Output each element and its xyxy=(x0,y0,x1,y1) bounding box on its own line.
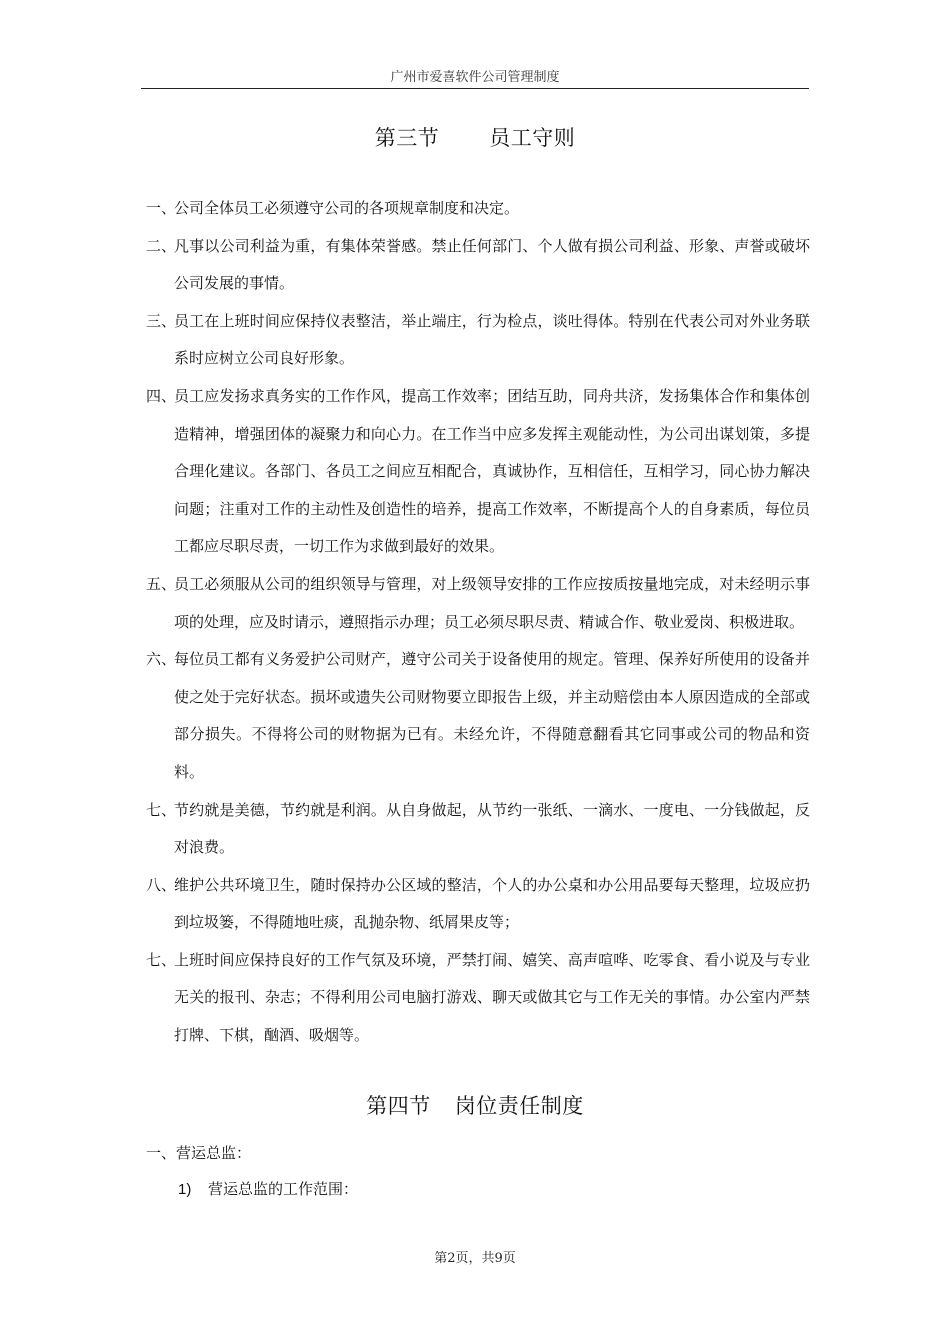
rule-number: 四、 xyxy=(146,386,177,405)
rule-text: 每位员工都有义务爱护公司财产，遵守公司关于设备使用的规定。管理、保养好所使用的设备并使之处于完好状态。损坏或遗失公司财物要立即报告上级，并主动赔偿由本人原因造成的全部或部分损失。不得将公司的财物据为已有。未经允许，不得随意翻看其它同事或公司的物品和资料。 xyxy=(174,650,810,781)
rule-text: 员工必须服从公司的组织领导与管理，对上级领导安排的工作应按质按量地完成，对未经明示事项的处理，应及时请示，遵照指示办理；员工必须尽职尽责、精诚合作、敬业爱岗、积极进取。 xyxy=(174,574,810,631)
section-label: 第四节 xyxy=(366,1094,431,1118)
item-marker: 1) xyxy=(178,1181,192,1198)
subsection-text: 营运总监： xyxy=(176,1144,252,1162)
page-header xyxy=(141,68,809,89)
rule-number: 六、 xyxy=(146,650,177,669)
rule-number: 五、 xyxy=(146,574,177,593)
rule-text: 员工应发扬求真务实的工作作风，提高工作效率；团结互助，同舟共济，发扬集体合作和集体创造精神，增强团体的凝聚力和向心力。在工作当中应多发挥主观能动性，为公司出谋划策，多提合理化建议。各部门、各员工之间应互相配合，真诚协作，互相信任，互相学习，同心协力解决问题；注重对工作的主动性及创造性的培养，提高工作效率，不断提高个人的自身素质，每位员工都应尽职尽责，一切工作为求做到最好的效果。 xyxy=(174,386,810,556)
section-name: 员工守则 xyxy=(489,126,576,150)
section-title-3 xyxy=(0,122,950,152)
rule-number: 七、 xyxy=(146,800,177,819)
page-number: 第2页，共9页 xyxy=(434,1251,516,1266)
rule-item xyxy=(146,867,810,942)
rule-item xyxy=(146,792,810,867)
rule-number: 二、 xyxy=(146,236,177,255)
rule-text: 员工在上班时间应保持仪表整洁，举止端庄，行为检点，谈吐得体。特别在代表公司对外业务联系时应树立公司良好形象。 xyxy=(174,311,810,368)
rule-item xyxy=(146,378,810,566)
rule-item xyxy=(146,190,810,228)
rule-item xyxy=(146,641,810,791)
rule-number: 七、 xyxy=(146,950,177,969)
rule-item xyxy=(146,942,810,1055)
rule-text: 上班时间应保持良好的工作气氛及环境，严禁打闹、嬉笑、高声喧哗、吃零食、看小说及与专业无关的报刊、杂志；不得利用公司电脑打游戏、聊天或做其它与工作无关的事情。办公室内严禁打牌、下棋，酗酒、吸烟等。 xyxy=(174,950,810,1045)
section-label: 第三节 xyxy=(374,126,440,150)
page-footer xyxy=(0,1247,950,1266)
rule-text: 公司全体员工必须遵守公司的各项规章制度和决定。 xyxy=(174,199,520,217)
section-title-4 xyxy=(0,1090,950,1120)
subsection-number: 一、 xyxy=(146,1144,177,1162)
rule-item xyxy=(146,228,810,303)
rule-number: 三、 xyxy=(146,311,177,330)
rule-number: 一、 xyxy=(146,199,177,217)
section-name: 岗位责任制度 xyxy=(454,1094,584,1118)
rule-text: 节约就是美德，节约就是利润。从自身做起，从节约一张纸、一滴水、一度电、一分钱做起，反对浪费。 xyxy=(174,800,810,857)
item-text: 营运总监的工作范围： xyxy=(208,1180,359,1198)
header-title: 广州市爱喜软件公司管理制度 xyxy=(390,70,560,85)
rule-number: 八、 xyxy=(146,875,177,894)
rules-list xyxy=(146,190,810,1055)
rule-item xyxy=(146,303,810,378)
rule-text: 维护公共环境卫生，随时保持办公区域的整洁，个人的办公桌和办公用品要每天整理，垃圾应扔到垃圾篓，不得随地吐痰，乱抛杂物、纸屑果皮等； xyxy=(174,875,810,932)
rule-item xyxy=(146,566,810,641)
subsection-heading xyxy=(146,1135,251,1173)
rule-text: 凡事以公司利益为重，有集体荣誉感。禁止任何部门、个人做有损公司利益、形象、声誉或破坏公司发展的事情。 xyxy=(174,236,810,293)
numbered-item xyxy=(178,1171,358,1209)
